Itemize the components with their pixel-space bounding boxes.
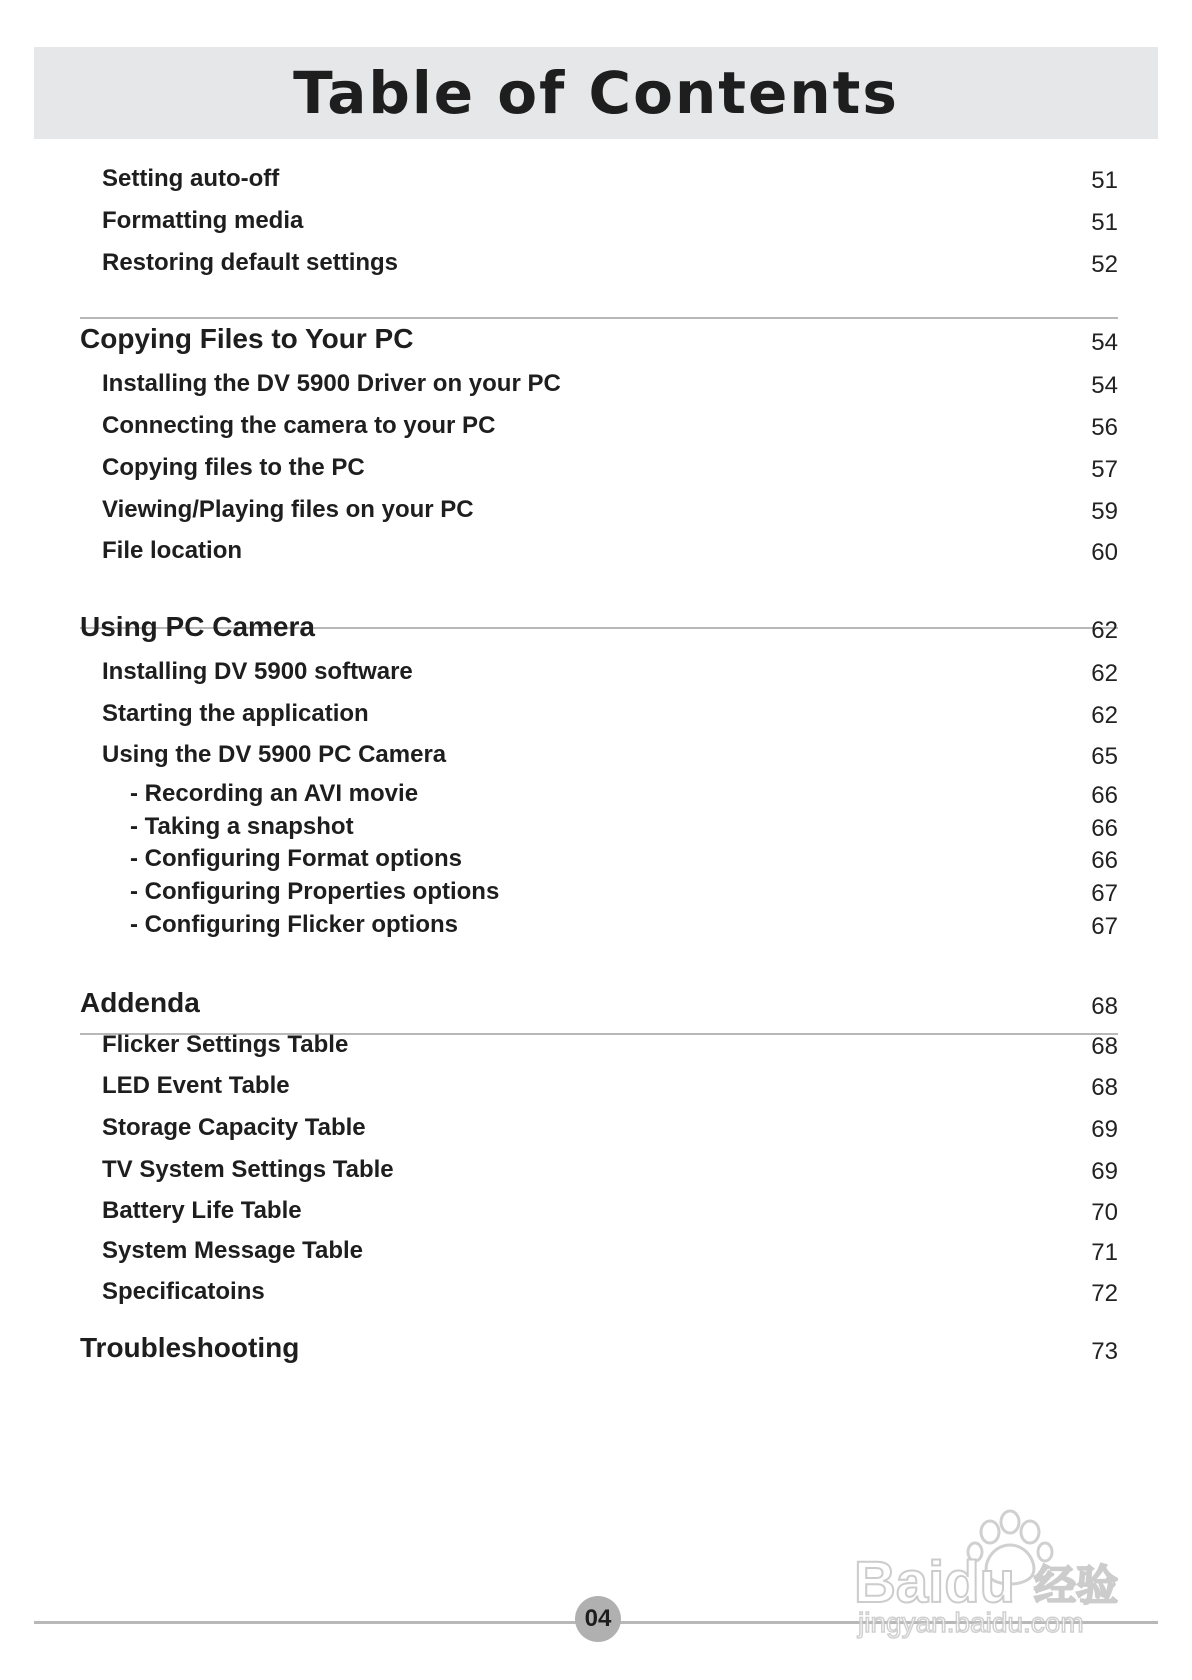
toc-entry-page-number: 57 — [1091, 456, 1118, 483]
toc-section-row[interactable] — [0, 1330, 1192, 1370]
toc-entry-page-number: 69 — [1091, 1158, 1118, 1185]
toc-entry-page-number: 62 — [1091, 702, 1118, 729]
toc-item-row[interactable] — [0, 1191, 1192, 1231]
toc-entry-page-number: 73 — [1091, 1338, 1118, 1365]
toc-item-row[interactable] — [0, 448, 1192, 488]
toc-entry-page-number: 60 — [1091, 539, 1118, 566]
toc-entry-page-number: 62 — [1091, 660, 1118, 687]
toc-entry-label: TV System Settings Table — [102, 1156, 394, 1183]
page-title: Table of Contents — [293, 59, 899, 127]
toc-entry-label: Starting the application — [102, 700, 369, 727]
toc-entry-label: Installing the DV 5900 Driver on your PC — [102, 370, 561, 397]
section-divider — [80, 317, 1118, 319]
toc-item-row[interactable] — [0, 159, 1192, 199]
toc-entry-page-number: 68 — [1091, 1074, 1118, 1101]
toc-item-row[interactable] — [0, 490, 1192, 530]
toc-item-row[interactable] — [0, 1150, 1192, 1190]
toc-entry-label: Copying files to the PC — [102, 454, 365, 481]
toc-entry-label: System Message Table — [102, 1237, 364, 1264]
toc-entry-label: Formatting media — [102, 207, 304, 234]
toc-entry-page-number: 69 — [1091, 1116, 1118, 1143]
toc-entry-label: Copying Files to Your PC — [80, 323, 414, 354]
toc-entry-page-number: 68 — [1091, 1033, 1118, 1060]
toc-entry-label: Installing DV 5900 software — [102, 658, 413, 685]
toc-item-row[interactable] — [0, 1025, 1192, 1065]
watermark-brand: Baidu — [854, 1550, 1016, 1615]
toc-entry-label: Addenda — [80, 987, 200, 1018]
toc-item-row[interactable] — [0, 1066, 1192, 1106]
toc-entry-page-number: 51 — [1091, 167, 1118, 194]
toc-entry-label: Setting auto-off — [102, 165, 280, 192]
toc-entry-label: Troubleshooting — [80, 1332, 300, 1363]
toc-entry-page-number: 65 — [1091, 743, 1118, 770]
toc-entry-label: - Configuring Properties options — [130, 878, 500, 905]
toc-entry-label: Connecting the camera to your PC — [102, 412, 496, 439]
toc-entry-page-number: 66 — [1091, 815, 1118, 842]
toc-entry-page-number: 62 — [1091, 617, 1118, 644]
title-banner — [34, 47, 1158, 139]
toc-entry-label: Storage Capacity Table — [102, 1114, 366, 1141]
toc-entry-label: File location — [102, 537, 243, 564]
toc-entry-label: Viewing/Playing files on your PC — [102, 496, 474, 523]
toc-entry-page-number: 66 — [1091, 847, 1118, 874]
toc-entry-page-number: 51 — [1091, 209, 1118, 236]
toc-entry-label: Specificatoins — [102, 1278, 265, 1305]
toc-item-row[interactable] — [0, 1231, 1192, 1271]
toc-section-row[interactable] — [0, 985, 1192, 1025]
toc-entry-label: Battery Life Table — [102, 1197, 302, 1224]
page-number: 04 — [584, 1605, 612, 1632]
toc-item-row[interactable] — [0, 364, 1192, 404]
toc-entry-page-number: 54 — [1091, 329, 1118, 356]
toc-item-row[interactable] — [0, 243, 1192, 283]
toc-item-row[interactable] — [0, 1108, 1192, 1148]
toc-item-row[interactable] — [0, 406, 1192, 446]
toc-item-row[interactable] — [0, 531, 1192, 571]
toc-entry-label: LED Event Table — [102, 1072, 290, 1099]
toc-section-row[interactable] — [0, 609, 1192, 649]
toc-entry-page-number: 71 — [1091, 1239, 1118, 1266]
toc-entry-page-number: 56 — [1091, 414, 1118, 441]
toc-item-row[interactable] — [0, 735, 1192, 775]
watermark-url: jingyan.baidu.com — [858, 1607, 1084, 1638]
toc-entry-page-number: 67 — [1091, 913, 1118, 940]
toc-entry-label: Restoring default settings — [102, 249, 399, 276]
page-number-badge — [575, 1596, 621, 1642]
watermark-brand-cn: 经验 — [1034, 1561, 1119, 1610]
toc-subitem-row[interactable] — [0, 905, 1192, 945]
toc-entry-page-number: 52 — [1091, 251, 1118, 278]
toc-item-row[interactable] — [0, 694, 1192, 734]
toc-entry-label: - Recording an AVI movie — [130, 780, 419, 807]
toc-section-row[interactable] — [0, 321, 1192, 361]
toc-entry-label: - Taking a snapshot — [130, 813, 354, 840]
toc-entry-label: - Configuring Format options — [130, 845, 462, 872]
toc-entry-page-number: 68 — [1091, 993, 1118, 1020]
toc-entry-page-number: 59 — [1091, 498, 1118, 525]
toc-entry-label: Using the DV 5900 PC Camera — [102, 741, 447, 768]
toc-entry-page-number: 70 — [1091, 1199, 1118, 1226]
toc-entry-page-number: 54 — [1091, 372, 1118, 399]
toc-item-row[interactable] — [0, 652, 1192, 692]
toc-entry-label: Using PC Camera — [80, 611, 315, 642]
toc-entry-page-number: 72 — [1091, 1280, 1118, 1307]
toc-item-row[interactable] — [0, 1272, 1192, 1312]
toc-item-row[interactable] — [0, 201, 1192, 241]
toc-entry-label: - Configuring Flicker options — [130, 911, 458, 938]
baidu-watermark-logo — [850, 1500, 1130, 1640]
toc-entry-page-number: 67 — [1091, 880, 1118, 907]
toc-entry-page-number: 66 — [1091, 782, 1118, 809]
toc-entry-label: Flicker Settings Table — [102, 1031, 349, 1058]
